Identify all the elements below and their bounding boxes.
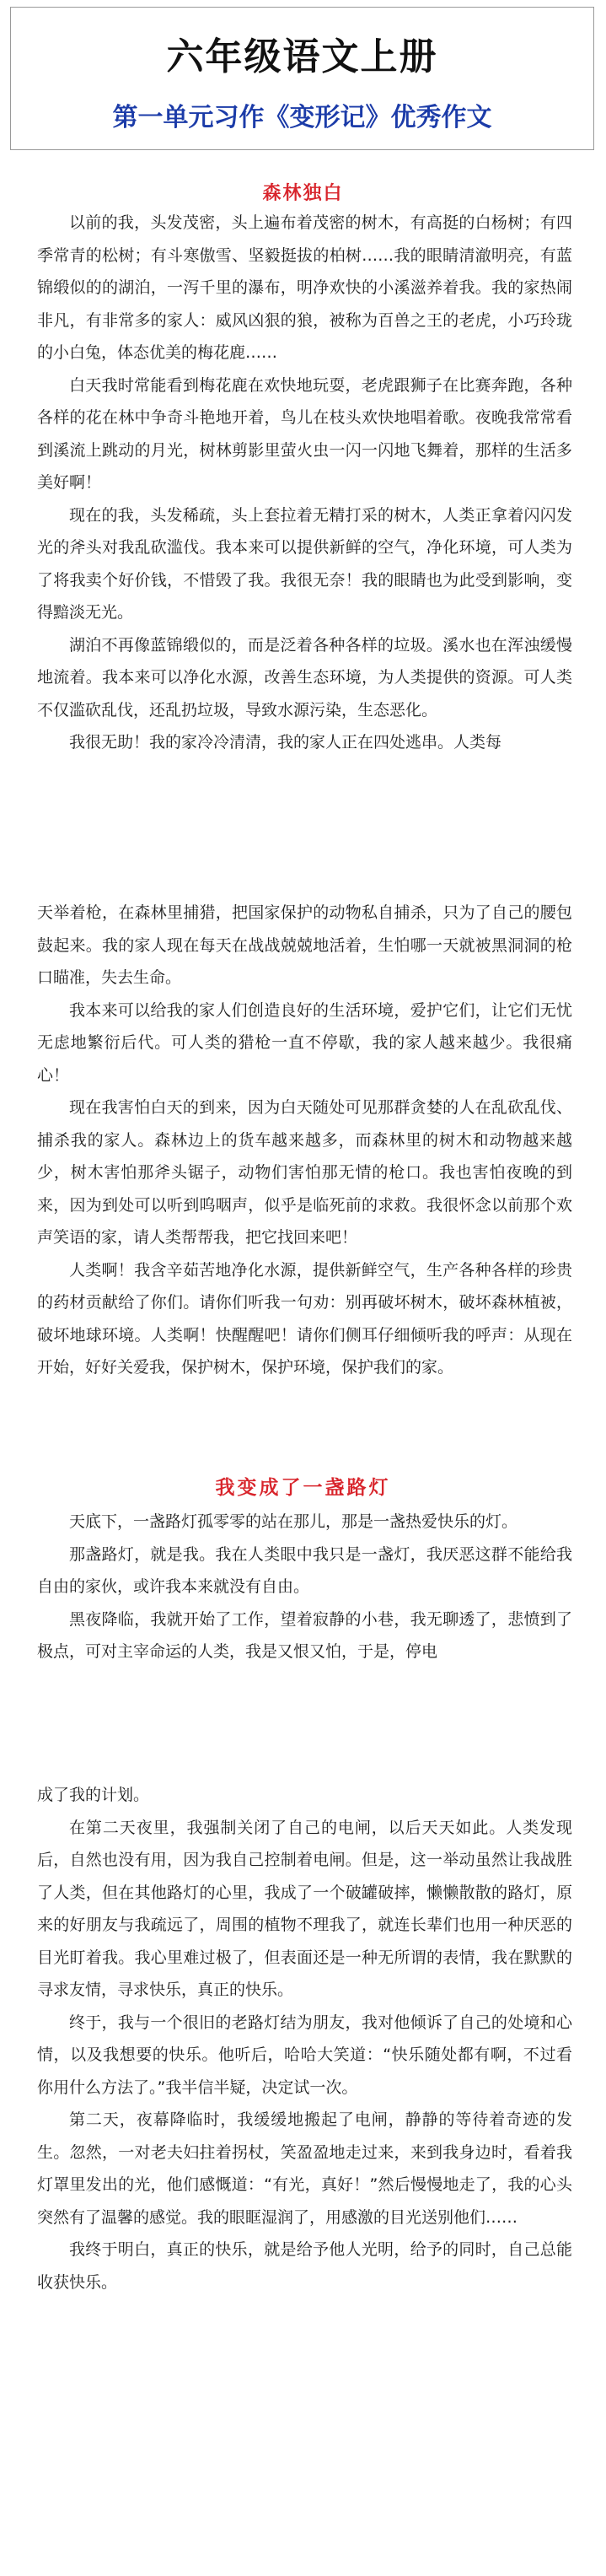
paragraph: 我终于明白，真正的快乐，就是给予他人光明，给予的同时，自己总能收获快乐。 bbox=[37, 2240, 572, 2292]
paragraph: 现在的我，头发稀疏，头上套拉着无精打采的树木，人类正拿着闪闪发光的斧头对我乱砍滥伐。我本来可以提供新鲜的空气，净化环境，可人类为了将我卖个好价钱，不惜毁了我。我很无奈！我的眼睛也为此受到影响，变得黯淡无光。 bbox=[37, 505, 572, 622]
paragraph: 终于，我与一个很旧的老路灯结为朋友，我对他倾诉了自己的处境和心情，以及我想要的快乐。他听后，哈哈大笑道：“快乐随处都有啊，不过看你用什么方法了。”我半信半疑，决定试一次。 bbox=[37, 2013, 572, 2097]
paragraph: 以前的我，头发茂密，头上遍布着茂密的树木，有高挺的白杨树；有四季常青的松树；有斗寒傲雪、坚毅挺拔的柏树……我的眼睛清澈明亮，有蓝锦缎似的的湖泊，一泻千里的瀑布，明净欢快的小溪滋养着我。我的家热闹非凡，有非常多的家人：威风凶狠的狼，被称为百兽之王的老虎，小巧玲珑的小白兔，体态优美的梅花鹿…… bbox=[37, 213, 572, 362]
essay-streetlight-body-1 bbox=[37, 1506, 572, 1668]
paragraph: 在第二天夜里，我强制关闭了自己的电闸，以后天天如此。人类发现后，自然也没有用，因为我自己控制着电闸。但是，这一举动虽然让我战胜了人类，但在其他路灯的心里，我成了一个破罐破摔，懒懒散散的路灯，原来的好朋友与我疏远了，周围的植物不理我了，就连长辈们也用一种厌恶的目光盯着我。我心里难过极了，但表面还是一种无所谓的表情，我在默默的寻求友情，寻求快乐，真正的快乐。 bbox=[37, 1818, 572, 1999]
essay-title-forest: 森林独白 bbox=[262, 182, 344, 204]
paragraph-continuation: 成了我的计划。 bbox=[37, 1786, 150, 1804]
paragraph: 黑夜降临，我就开始了工作，望着寂静的小巷，我无聊透了，悲愤到了极点，可对主宰命运的人类，我是又恨又怕，于是，停电 bbox=[37, 1609, 572, 1661]
paragraph: 白天我时常能看到梅花鹿在欢快地玩耍，老虎跟狮子在比赛奔跑，各种各样的花在林中争奇斗艳地开着，鸟儿在枝头欢快地唱着歌。夜晚我常常看到溪流上跳动的月光，树林剪影里萤火虫一闪一闪地飞舞着，那样的生活多美好啊！ bbox=[37, 375, 572, 492]
paragraph: 我很无助！我的家冷冷清清，我的家人正在四处逃串。人类每 bbox=[69, 733, 502, 752]
essay-streetlight-body-2 bbox=[37, 1779, 572, 2298]
paragraph: 天底下，一盏路灯孤零零的站在那儿，那是一盏热爱快乐的灯。 bbox=[69, 1512, 518, 1531]
paragraph-continuation: 天举着枪，在森林里捕猎，把国家保护的动物私自捕杀，只为了自己的腰包鼓起来。我的家人现在每天在战战兢兢地活着，生怕哪一天就被黑洞洞的枪口瞄准，失去生命。 bbox=[37, 903, 572, 987]
paragraph: 现在我害怕白天的到来，因为白天随处可见那群贪婪的人在乱砍乱伐、捕杀我的家人。森林边上的货车越来越多，而森林里的树木和动物越来越少，树木害怕那斧头锯子，动物们害怕那无情的枪口。我也害怕夜晚的到来，因为到处可以听到呜咽声，似乎是临死前的求救。我很怀念以前那个欢声笑语的家，请人类帮帮我，把它找回来吧！ bbox=[37, 1098, 572, 1247]
paragraph: 人类啊！我含辛茹苦地净化水源，提供新鲜空气，生产各种各样的珍贵的药材贡献给了你们。请你们听我一句劝：别再破坏树木，破坏森林植被，破坏地球环境。人类啊！快醒醒吧！请你们侧耳仔细倾听我的呼声：从现在开始，好好关爱我，保护树木，保护环境，保护我们的家。 bbox=[37, 1260, 572, 1377]
essay-forest-body-2 bbox=[37, 897, 572, 1384]
essay-forest-body-1 bbox=[37, 207, 572, 759]
paragraph: 我本来可以给我的家人们创造良好的生活环境，爱护它们，让它们无忧无虑地繁衍后代。可人类的猎枪一直不停歇，我的家人越来越少。我很痛心！ bbox=[37, 1000, 572, 1085]
header-box bbox=[10, 7, 594, 150]
page-subtitle: 第一单元习作《变形记》优秀作文 bbox=[112, 103, 492, 132]
essay-title-streetlight: 我变成了一盏路灯 bbox=[215, 1476, 391, 1499]
paragraph: 那盏路灯，就是我。我在人类眼中我只是一盏灯，我厌恶这群不能给我自由的家伙，或许我本来就没有自由。 bbox=[37, 1544, 572, 1596]
page-title: 六年级语文上册 bbox=[166, 35, 438, 78]
paragraph: 第二天，夜幕降临时，我缓缓地搬起了电闸，静静的等待着奇迹的发生。忽然，一对老夫妇拄着拐杖，笑盈盈地走过来，来到我身边时，看着我灯罩里发出的光，他们感慨道：“有光，真好！”然后慢慢地走了，我的心头突然有了温馨的感觉。我的眼眶湿润了，用感激的目光送别他们…… bbox=[37, 2110, 572, 2227]
paragraph: 湖泊不再像蓝锦缎似的，而是泛着各种各样的垃圾。溪水也在浑浊缓慢地流着。我本来可以净化水源，改善生态环境，为人类提供的资源。可人类不仅滥砍乱伐，还乱扔垃圾，导致水源污染，生态恶化。 bbox=[37, 635, 572, 719]
